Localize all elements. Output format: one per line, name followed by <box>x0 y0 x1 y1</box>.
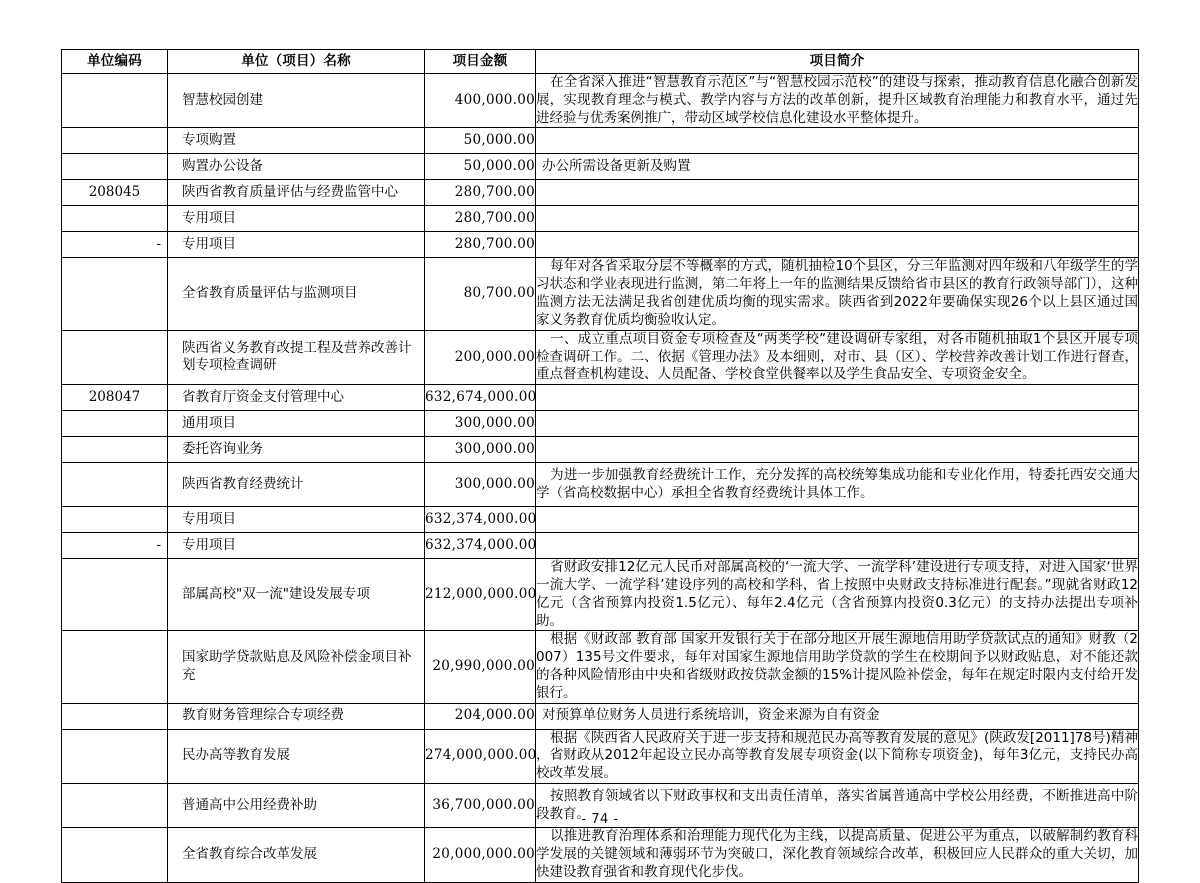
cell-project-amount: 80,700.00 <box>425 258 536 330</box>
cell-unit-code <box>62 330 168 384</box>
cell-project-description <box>536 729 1139 783</box>
cell-project-amount: 300,000.00 <box>425 411 536 437</box>
table-row <box>62 828 1139 882</box>
table-row <box>62 437 1139 463</box>
cell-unit-code <box>62 559 168 631</box>
cell-unit-code <box>62 206 168 232</box>
cell-project-name: 购置办公设备 <box>168 154 425 180</box>
cell-project-amount: 212,000,000.00 <box>425 559 536 631</box>
cell-project-name: 通用项目 <box>168 411 425 437</box>
cell-unit-code <box>62 631 168 703</box>
cell-project-amount: 204,000.00 <box>425 703 536 729</box>
cell-project-name: 省教育厅资金支付管理中心 <box>168 385 425 411</box>
cell-project-description <box>536 154 1139 180</box>
cell-unit-code <box>62 154 168 180</box>
column-header-desc: 项目简介 <box>536 50 1139 74</box>
cell-unit-code <box>62 703 168 729</box>
description-text: 根据《财政部 教育部 国家开发银行关于在部分地区开展生源地信用助学贷款试点的通知》财教（2007）135号文件要求，每年对国家生源地信用助学贷款的学生在校期间予以财政贴息，对不能还款的各种风险情形由中央和省级财政按贷款金额的15%计提风险补偿金，每年在规定时限内支付给开发银行。 <box>536 631 1138 701</box>
table-row <box>62 180 1139 206</box>
cell-project-name: 全省教育质量评估与监测项目 <box>168 258 425 330</box>
cell-project-description <box>536 232 1139 258</box>
cell-project-description <box>536 74 1139 128</box>
description-text: 以推进教育治理体系和治理能力现代化为主线，以提高质量、促进公平为重点，以破解制约教育科学发展的关键领域和薄弱环节为突破口，深化教育领域综合改革，积极回应人民群众的重大关切，加快建设教育强省和教育现代化步伐。 <box>536 828 1138 880</box>
table-row <box>62 154 1139 180</box>
table-header-row <box>62 50 1139 74</box>
cell-project-description <box>536 703 1139 729</box>
cell-unit-code: - <box>62 232 168 258</box>
table-row <box>62 128 1139 154</box>
column-header-amount: 项目金额 <box>425 50 536 74</box>
description-text: 在全省深入推进“智慧教育示范区”与“智慧校园示范校”的建设与探索，推动教育信息化融合创新发展，实现教育理念与模式、教学内容与方法的改革创新，提升区域教育治理能力和教育水平，通过先进经验与优秀案例推广，带动区域学校信息化建设水平整体提升。 <box>536 74 1138 126</box>
description-text: 办公所需设备更新及购置 <box>542 158 691 175</box>
cell-project-name: 民办高等教育发展 <box>168 729 425 783</box>
table-row <box>62 507 1139 533</box>
cell-project-amount: 36,700,000.00 <box>425 784 536 828</box>
cell-project-name: 部属高校"双一流"建设发展专项 <box>168 559 425 631</box>
cell-project-amount: 20,990,000.00 <box>425 631 536 703</box>
cell-project-amount: 280,700.00 <box>425 232 536 258</box>
table-header <box>62 50 1139 74</box>
budget-table-container <box>61 49 1138 883</box>
cell-project-name: 国家助学贷款贴息及风险补偿金项目补充 <box>168 631 425 703</box>
cell-project-name: 专用项目 <box>168 232 425 258</box>
cell-project-name: 专用项目 <box>168 206 425 232</box>
cell-project-amount: 20,000,000.00 <box>425 828 536 882</box>
table-row <box>62 533 1139 559</box>
cell-project-amount: 632,674,000.00 <box>425 385 536 411</box>
cell-project-description <box>536 463 1139 507</box>
cell-project-name: 专用项目 <box>168 507 425 533</box>
cell-project-description <box>536 258 1139 330</box>
cell-project-amount: 50,000.00 <box>425 154 536 180</box>
cell-project-name: 陕西省教育经费统计 <box>168 463 425 507</box>
cell-project-description <box>536 533 1139 559</box>
cell-project-description <box>536 828 1139 882</box>
description-text: 根据《陕西省人民政府关于进一步支持和规范民办高等教育发展的意见》(陕政发[2011]78号)精神 ，省财政从2012年起设立民办高等教育发展专项资金(以下简称专项资金)，每年3亿元，支持民办高校改革发展。 <box>536 729 1138 782</box>
table-row <box>62 559 1139 631</box>
table-row <box>62 729 1139 783</box>
table-row <box>62 631 1139 703</box>
column-header-code: 单位编码 <box>62 50 168 74</box>
cell-unit-code <box>62 411 168 437</box>
cell-project-description <box>536 507 1139 533</box>
cell-project-name: 专项购置 <box>168 128 425 154</box>
cell-project-description <box>536 411 1139 437</box>
cell-unit-code <box>62 729 168 783</box>
cell-project-name: 陕西省义务教育改提工程及营养改善计划专项检查调研 <box>168 330 425 384</box>
cell-project-description <box>536 437 1139 463</box>
table-row <box>62 330 1139 384</box>
cell-unit-code <box>62 258 168 330</box>
cell-unit-code <box>62 828 168 882</box>
cell-project-amount: 200,000.00 <box>425 330 536 384</box>
table-body <box>62 74 1139 883</box>
cell-project-amount: 400,000.00 <box>425 74 536 128</box>
cell-unit-code <box>62 507 168 533</box>
cell-project-description <box>536 631 1139 703</box>
cell-project-name: 教育财务管理综合专项经费 <box>168 703 425 729</box>
cell-unit-code: 208047 <box>62 385 168 411</box>
cell-project-description <box>536 180 1139 206</box>
cell-project-name: 专用项目 <box>168 533 425 559</box>
table-row <box>62 232 1139 258</box>
table-row <box>62 463 1139 507</box>
description-text: 按照教育领域省以下财政事权和支出责任清单，落实省属普通高中学校公用经费，不断推进高中阶段教育。 <box>536 787 1138 822</box>
cell-project-name: 陕西省教育质量评估与经费监管中心 <box>168 180 425 206</box>
table-row <box>62 385 1139 411</box>
budget-table <box>61 49 1139 883</box>
cell-project-description <box>536 385 1139 411</box>
page-number: - 74 - <box>581 812 619 827</box>
cell-unit-code <box>62 437 168 463</box>
cell-project-amount: 280,700.00 <box>425 180 536 206</box>
table-row <box>62 411 1139 437</box>
table-row <box>62 258 1139 330</box>
table-row <box>62 74 1139 128</box>
cell-unit-code <box>62 128 168 154</box>
cell-project-amount: 50,000.00 <box>425 128 536 154</box>
cell-project-name: 普通高中公用经费补助 <box>168 784 425 828</box>
cell-project-amount: 300,000.00 <box>425 437 536 463</box>
cell-project-description <box>536 128 1139 154</box>
cell-project-amount: 632,374,000.00 <box>425 533 536 559</box>
table-row <box>62 703 1139 729</box>
description-text: 对预算单位财务人员进行系统培训，资金来源为自有资金 <box>542 707 880 724</box>
cell-project-amount: 632,374,000.00 <box>425 507 536 533</box>
table-row <box>62 206 1139 232</box>
cell-project-description <box>536 330 1139 384</box>
description-text: 每年对各省采取分层不等概率的方式，随机抽检10个县区，分三年监测对四年级和八年级学生的学习状态和学业表现进行监测，第二年将上一年的监测结果反馈给省市县区的教育行政领导部门），这种监测方法无法满足我省创建优质均衡的现实需求。陕西省到2022年要确保实现26个以上县区通过国家义务教育优质均衡验收认定。 <box>536 258 1138 328</box>
cell-project-amount: 274,000,000.00 <box>425 729 536 783</box>
description-text: 一、成立重点项目资金专项检查及“两类学校”建设调研专家组，对各市随机抽取1个县区开展专项检查调研工作。二、依据《管理办法》及本细则，对市、县（区）、学校营养改善计划工作进行督查，重点督查机构建设、人员配备、学校食堂供餐率以及学生食品安全、专项资金安全。 <box>536 330 1138 383</box>
description-text: 为进一步加强教育经费统计工作，充分发挥的高校统筹集成功能和专业化作用，特委托西安交通大学（省高校数据中心）承担全省教育经费统计具体工作。 <box>536 466 1138 501</box>
cell-project-amount: 280,700.00 <box>425 206 536 232</box>
cell-project-description <box>536 559 1139 631</box>
description-text: 省财政安排12亿元人民币对部属高校的‘一流大学、一流学科’建设进行专项支持，对进入国家‘世界一流大学、一流学科’建设序列的高校和学科，省上按照中央财政支持标准进行配套。”现就省财政12亿元（含省预算内投资1.5亿元）、每年2.4亿元（含省预算内投资0.3亿元）的支持办法提出专项补助。 <box>536 559 1138 629</box>
cell-project-name: 全省教育综合改革发展 <box>168 828 425 882</box>
cell-unit-code <box>62 463 168 507</box>
cell-unit-code <box>62 74 168 128</box>
column-header-name: 单位（项目）名称 <box>168 50 425 74</box>
cell-project-description <box>536 206 1139 232</box>
cell-project-amount: 300,000.00 <box>425 463 536 507</box>
cell-project-name: 委托咨询业务 <box>168 437 425 463</box>
cell-unit-code: - <box>62 533 168 559</box>
cell-project-name: 智慧校园创建 <box>168 74 425 128</box>
cell-unit-code: 208045 <box>62 180 168 206</box>
